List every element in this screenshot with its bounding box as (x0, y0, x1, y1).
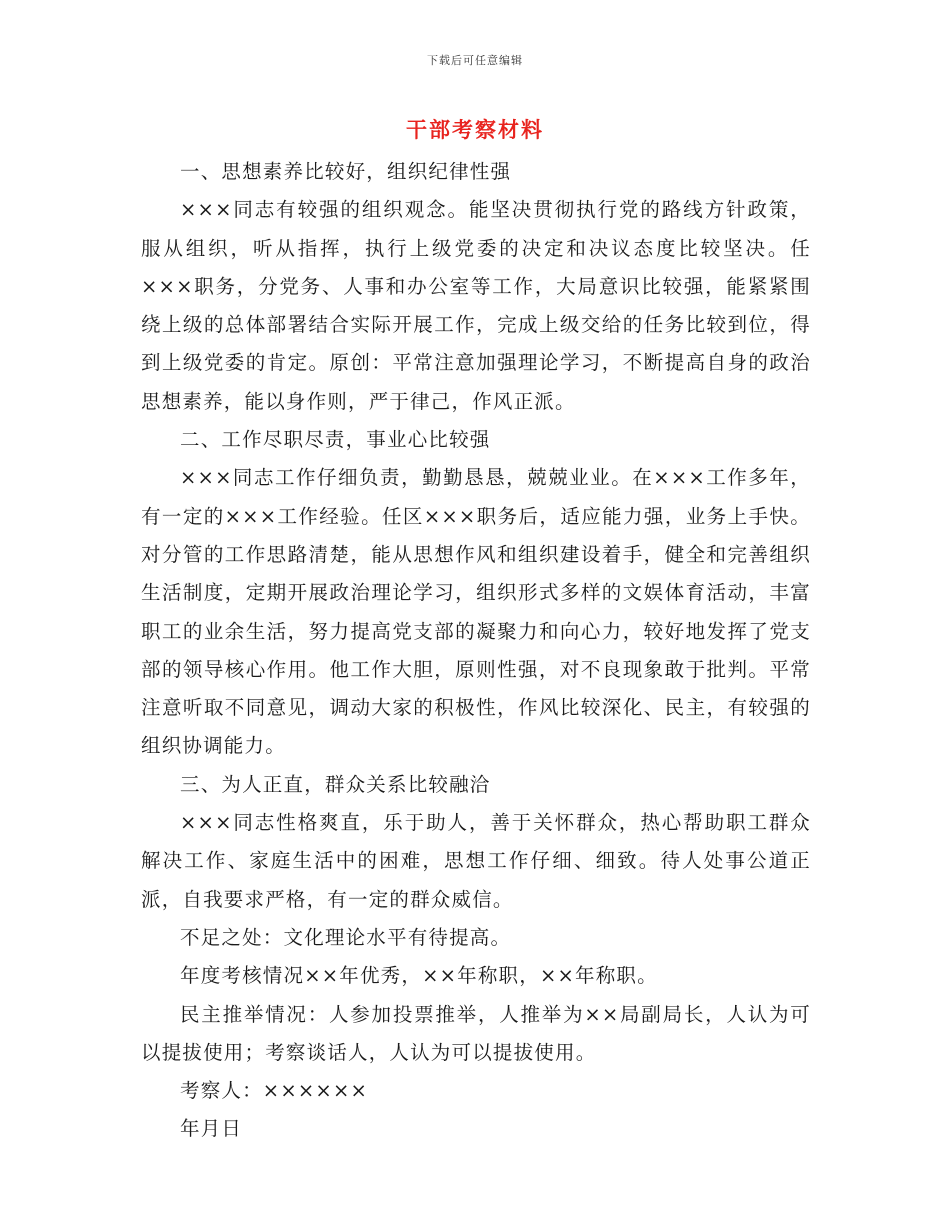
paragraph-3: ×××同志性格爽直，乐于助人，善于关怀群众，热心帮助职工群众解决工作、家庭生活中的困难，思想工作仔细、细致。待人处事公道正派，自我要求严格，有一定的群众威信。 (141, 811, 811, 911)
shortcomings-line: 不足之处：文化理论水平有待提高。 (180, 925, 512, 949)
section-heading-2: 二、工作尽职尽责，事业心比较强 (180, 428, 491, 452)
annual-review-line: 年度考核情况××年优秀，××年称职，××年称职。 (180, 964, 658, 988)
document-body (141, 153, 811, 1149)
paragraph-2: ×××同志工作仔细负责，勤勤恳恳，兢兢业业。在×××工作多年，有一定的×××工作经验。任区×××职务后，适应能力强，业务上手快。对分管的工作思路清楚，能从思想作风和组织建设着手，健全和完善组织生活制度，定期开展政治理论学习，组织形式多样的文娱体育活动，丰富职工的业余生活，努力提高党支部的凝聚力和向心力，较好地发挥了党支部的领导核心作用。他工作大胆，原则性强，对不良现象敢于批判。平常注意听取不同意见，调动大家的积极性，作风比较深化、民主，有较强的组织协调能力。 (141, 466, 811, 758)
democratic-recommendation-paragraph: 民主推举情况：人参加投票推举，人推举为××局副局长，人认为可以提拔使用；考察谈话人，人认为可以提拔使用。 (141, 1002, 811, 1064)
section-heading-3: 三、为人正直，群众关系比较融洽 (180, 772, 491, 796)
paragraph-1: ×××同志有较强的组织观念。能坚决贯彻执行党的路线方针政策，服从组织，听从指挥，执行上级党委的决定和决议态度比较坚决。任×××职务，分党务、人事和办公室等工作，大局意识比较强，能紧紧围绕上级的总体部署结合实际开展工作，完成上级交给的任务比较到位，得到上级党委的肯定。原创：平常注意加强理论学习，不断提高自身的政治思想素养，能以身作则，严于律己，作风正派。 (141, 198, 811, 413)
date-line: 年月日 (180, 1117, 243, 1141)
section-heading-1: 一、思想素养比较好，组织纪律性强 (180, 160, 512, 183)
inspector-line: 考察人：×××××× (180, 1079, 369, 1103)
header-note: 下载后可任意编辑 (427, 54, 523, 67)
document-title: 干部考察材料 (406, 117, 544, 142)
